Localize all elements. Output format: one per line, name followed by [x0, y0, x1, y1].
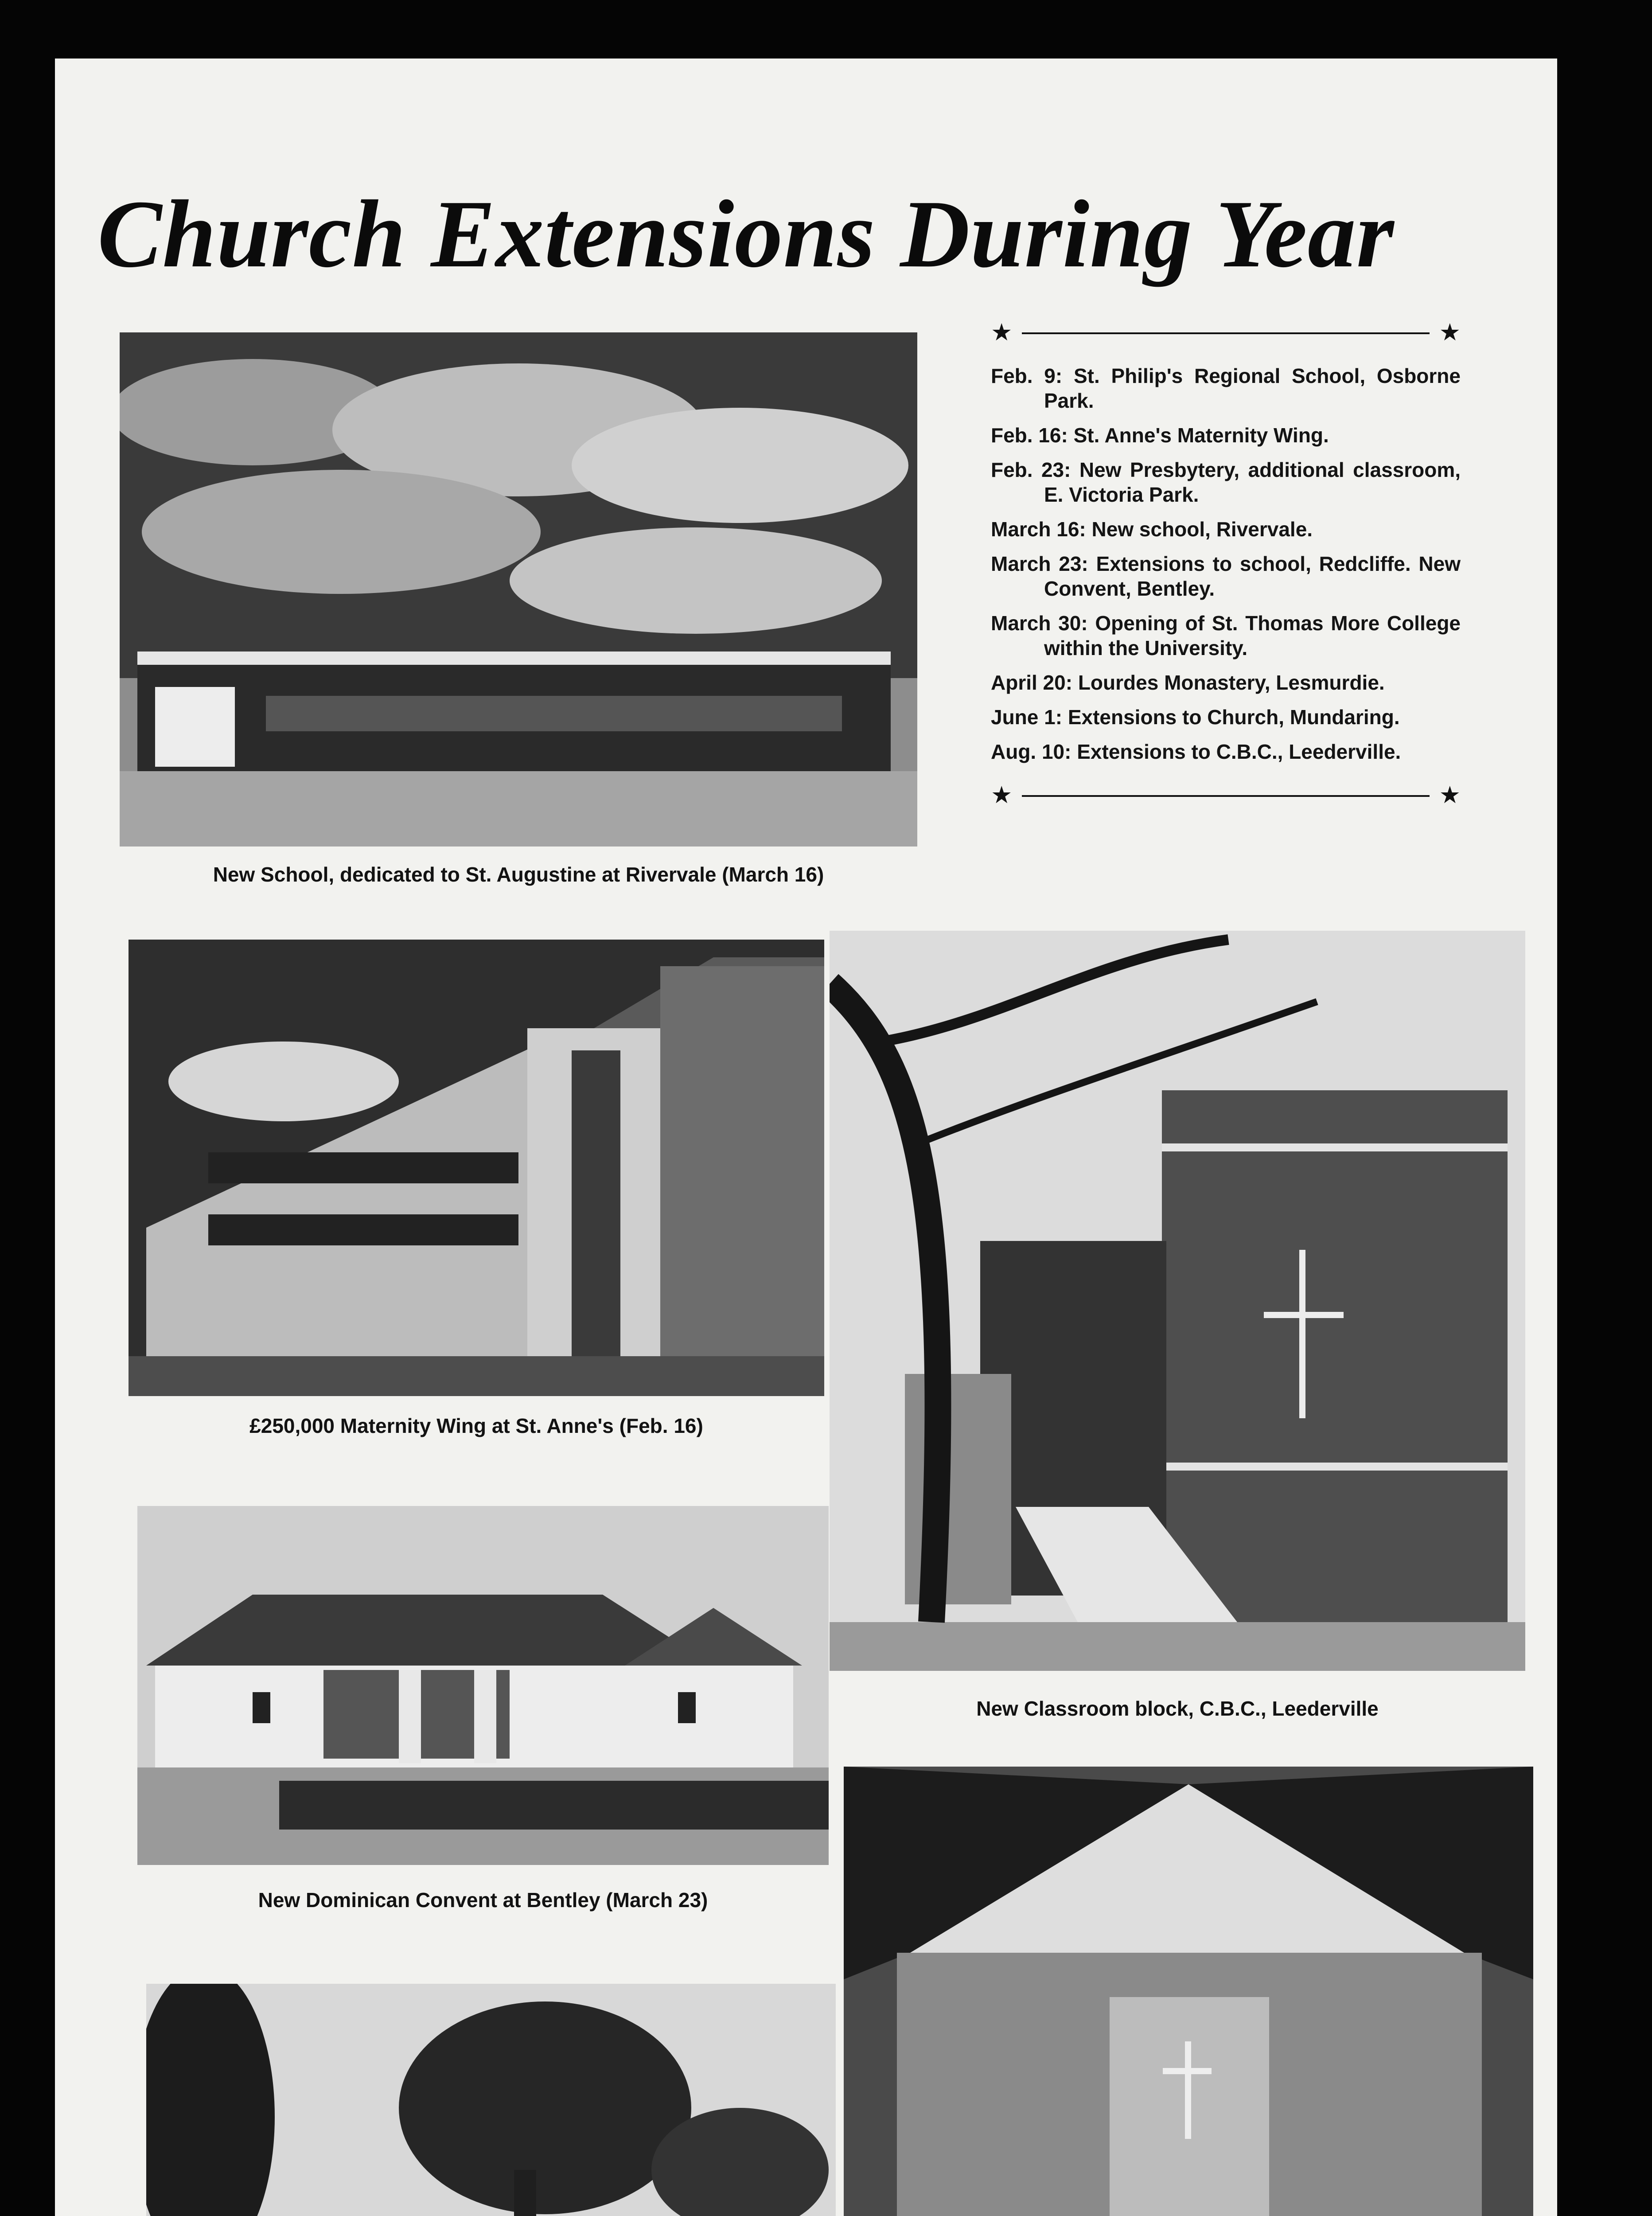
photo-sacred-heart-interior: [844, 1767, 1533, 2216]
event-text: St. Anne's Maternity Wing.: [1073, 424, 1329, 447]
event-item: [991, 363, 1461, 413]
event-item: [991, 705, 1461, 730]
event-text: New Presbytery, additional classroom, E. Victoria Park.: [1044, 458, 1461, 506]
event-item: [991, 551, 1461, 601]
event-date: Feb. 16:: [991, 424, 1068, 447]
event-text: Opening of St. Thomas More College within the University.: [1044, 612, 1461, 659]
event-date: March 16:: [991, 518, 1086, 541]
event-date: March 30:: [991, 612, 1088, 635]
divider-line: [1022, 795, 1430, 797]
event-date: March 23:: [991, 552, 1088, 575]
event-date: Aug. 10:: [991, 740, 1071, 763]
top-divider: [991, 319, 1461, 346]
events-panel: [991, 319, 1461, 808]
photo-dominican-convent: [137, 1506, 829, 1865]
event-date: June 1:: [991, 706, 1063, 729]
event-text: New school, Rivervale.: [1091, 518, 1313, 541]
event-date: April 20:: [991, 671, 1073, 694]
page-title: Church Extensions During Year: [97, 181, 1395, 288]
caption-cbc-classroom-block: New Classroom block, C.B.C., Leederville: [976, 1697, 1379, 1720]
event-item: [991, 423, 1461, 448]
photo-maria-goretti-school: [146, 1984, 836, 2216]
event-item: [991, 670, 1461, 695]
bottom-divider: [991, 782, 1461, 808]
event-text: Extensions to school, Redcliffe. New Convent, Bentley.: [1044, 552, 1461, 600]
event-item: [991, 611, 1461, 660]
event-text: Extensions to C.B.C., Leederville.: [1077, 740, 1401, 763]
photo-cbc-classroom-block: [830, 931, 1525, 1671]
star-icon: ★: [991, 319, 1013, 346]
event-date: Feb. 9:: [991, 364, 1063, 387]
photo-rivervale-school: [120, 332, 917, 847]
photo-maternity-wing: [129, 940, 824, 1396]
events-list: [991, 363, 1461, 764]
caption-dominican-convent: New Dominican Convent at Bentley (March 23): [258, 1888, 708, 1912]
event-item: [991, 517, 1461, 542]
star-icon: ★: [1439, 782, 1461, 808]
event-text: St. Philip's Regional School, Osborne Park.: [1044, 364, 1461, 412]
divider-line: [1022, 332, 1430, 334]
event-item: [991, 457, 1461, 507]
caption-rivervale-school: New School, dedicated to St. Augustine at Rivervale (March 16): [213, 863, 824, 886]
event-text: Lourdes Monastery, Lesmurdie.: [1078, 671, 1385, 694]
caption-maternity-wing: £250,000 Maternity Wing at St. Anne's (Feb. 16): [249, 1414, 703, 1437]
star-icon: ★: [991, 782, 1013, 808]
event-text: Extensions to Church, Mundaring.: [1068, 706, 1400, 729]
event-date: Feb. 23:: [991, 458, 1071, 481]
star-icon: ★: [1439, 319, 1461, 346]
event-item: [991, 739, 1461, 764]
